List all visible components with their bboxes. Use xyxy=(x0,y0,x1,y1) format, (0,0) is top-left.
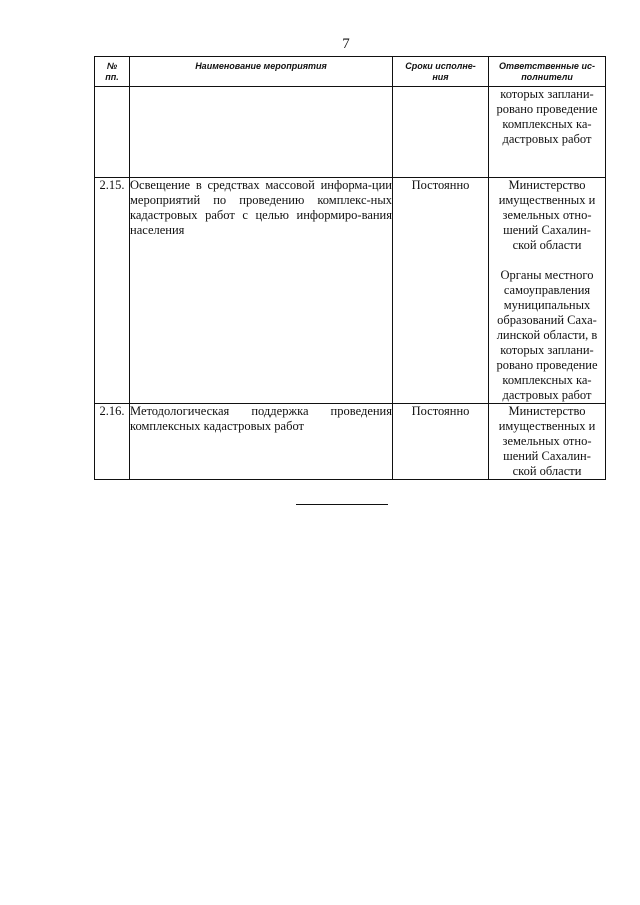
cell-responsible: которых заплани- ровано проведение комплексных ка- дастровых работ xyxy=(489,87,606,178)
cell-responsible: Министерство имущественных и земельных отно- шений Сахалин- ской области xyxy=(489,404,606,480)
cell-deadline xyxy=(393,87,489,178)
cell-responsible: Министерство имущественных и земельных отно- шений Сахалин- ской области Органы местного самоуправления муниципальных образований Саха- линской области, в которых заплани- ровано проведение комплексных ка- дастровых работ xyxy=(489,178,606,404)
cell-event-name: Освещение в средствах массовой информа-ции мероприятий по проведению комплекс-ных кадастровых работ с целью информиро-вания населения xyxy=(130,178,393,404)
header-event-name: Наименование мероприятия xyxy=(130,57,393,87)
page-number: 7 xyxy=(342,36,350,52)
header-responsible: Ответственные ис- полнители xyxy=(489,57,606,87)
cell-event-name xyxy=(130,87,393,178)
cell-number xyxy=(95,87,130,178)
header-deadline: Сроки исполне- ния xyxy=(393,57,489,87)
cell-deadline: Постоянно xyxy=(393,178,489,404)
end-of-document-rule xyxy=(296,504,388,505)
cell-deadline: Постоянно xyxy=(393,404,489,480)
header-number: № пп. xyxy=(95,57,130,87)
table-header-row xyxy=(95,57,606,87)
cell-number: 2.15. xyxy=(95,178,130,404)
cell-number: 2.16. xyxy=(95,404,130,480)
table-row-continuation xyxy=(95,87,606,178)
events-table xyxy=(94,56,606,480)
table-row xyxy=(95,178,606,404)
table-row xyxy=(95,404,606,480)
block-spacer xyxy=(489,253,605,268)
cell-event-name: Методологическая поддержка проведения комплексных кадастровых работ xyxy=(130,404,393,480)
